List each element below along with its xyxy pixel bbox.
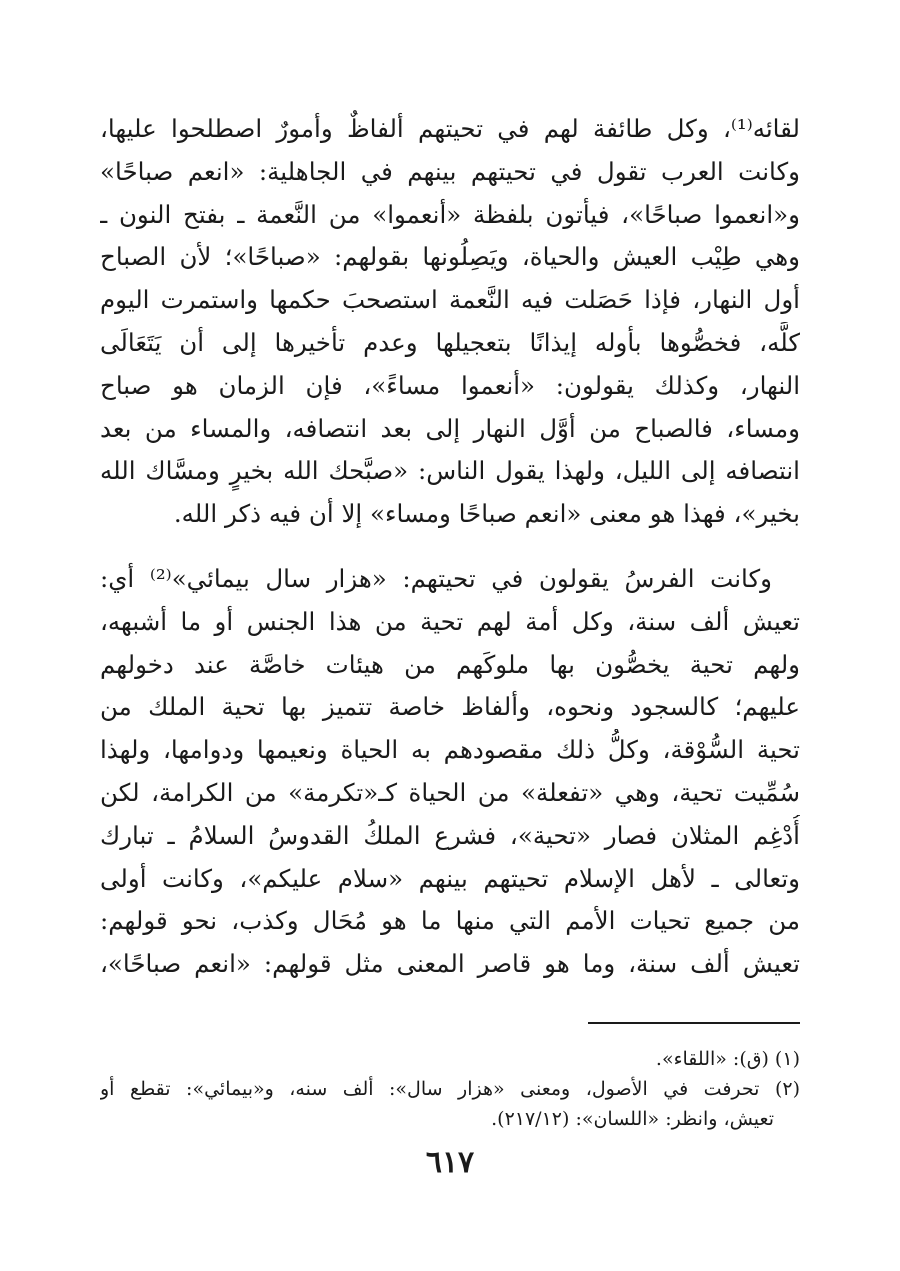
text-line: وكانت الفرسُ يقولون في تحيتهم: «هزار سال بيمائي»⁽²⁾ أي: [100,563,772,593]
text-line: ولهم تحية يخصُّون بها ملوكَهم من هيئات خاصَّة عند دخولهم [100,649,800,679]
footnote-1: (١) (ق): «اللقاء». [655,1048,800,1070]
text-line: كلَّه، فخصُّوها بأوله إيذانًا بتعجيلها وعدم تأخيرها إلى أن يَتَعَالَى [100,327,800,357]
text-line: عليهم؛ كالسجود ونحوه، وألفاظ خاصة تتميز بها تحية الملك من [100,692,800,722]
text-line: انتصافه إلى الليل، ولهذا يقول الناس: «صبَّحك الله بخيرٍ ومسَّاك الله [100,456,800,486]
footnote-2: (٢) تحرفت في الأصول، ومعنى «هزار سال»: ألف سنه، و«بيمائي»: تقطع أو [100,1078,800,1100]
text-line: بخير»، فهذا هو معنى «انعم صباحًا ومساء» إلا أن فيه ذكر الله. [173,499,800,529]
footnote-separator [588,1022,800,1024]
text-line: وكانت العرب تقول في تحيتهم بينهم في الجاهلية: «انعم صباحًا» [100,156,800,186]
paragraph-1 [100,108,800,536]
text-line: النهار، وكذلك يقولون: «أنعموا مساءً»، فإن الزمان هو صباح [100,370,800,400]
text-line: ومساء، فالصباح من أوَّل النهار إلى بعد انتصافه، والمساء من بعد [100,413,800,443]
main-text [100,108,800,986]
text-line: من جميع تحيات الأمم التي منها ما هو مُحَال وكذب، نحو قولهم: [100,906,800,936]
page-number: ٦١٧ [425,1145,475,1180]
text-line: وتعالى ـ لأهل الإسلام تحيتهم بينهم «سلام عليكم»، وكانت أولى [100,863,800,893]
text-line: و«انعموا صباحًا»، فيأتون بلفظة «أنعموا» من النَّعمة ـ بفتح النون ـ [100,199,800,229]
footnotes [100,1044,800,1134]
footnote-2-continuation: تعيش، وانظر: «اللسان»: (٢١٧/١٢). [491,1108,774,1130]
text-line: تحية السُّوْقة، وكلُّ ذلك مقصودهم به الحياة ونعيمها ودوامها، ولهذا [100,735,800,765]
text-line: سُمِّيت تحية، وهي «تفعلة» من الحياة كـ«تكرمة» من الكرامة، لكن [100,777,800,807]
text-line: أول النهار، فإذا حَصَلت فيه النَّعمة استصحبَ حكمها واستمرت اليوم [100,285,800,315]
text-line: تعيش ألف سنة، وكل أمة لهم تحية من هذا الجنس أو ما أشبهه، [100,606,800,636]
text-line: تعيش ألف سنة، وما هو قاصر المعنى مثل قولهم: «انعم صباحًا»، [100,949,800,979]
text-line: وهي طِيْب العيش والحياة، ويَصِلُونها بقولهم: «صباحًا»؛ لأن الصباح [100,242,800,272]
text-line: لقائه⁽¹⁾، وكل طائفة لهم في تحيتهم ألفاظٌ وأمورٌ اصطلحوا عليها، [100,114,800,143]
paragraph-gap [100,536,800,558]
paragraph-2 [100,558,800,986]
text-line: أُدْغِم المثلان فصار «تحية»، فشرع الملكُ القدوسُ السلامُ ـ تبارك [100,820,800,850]
